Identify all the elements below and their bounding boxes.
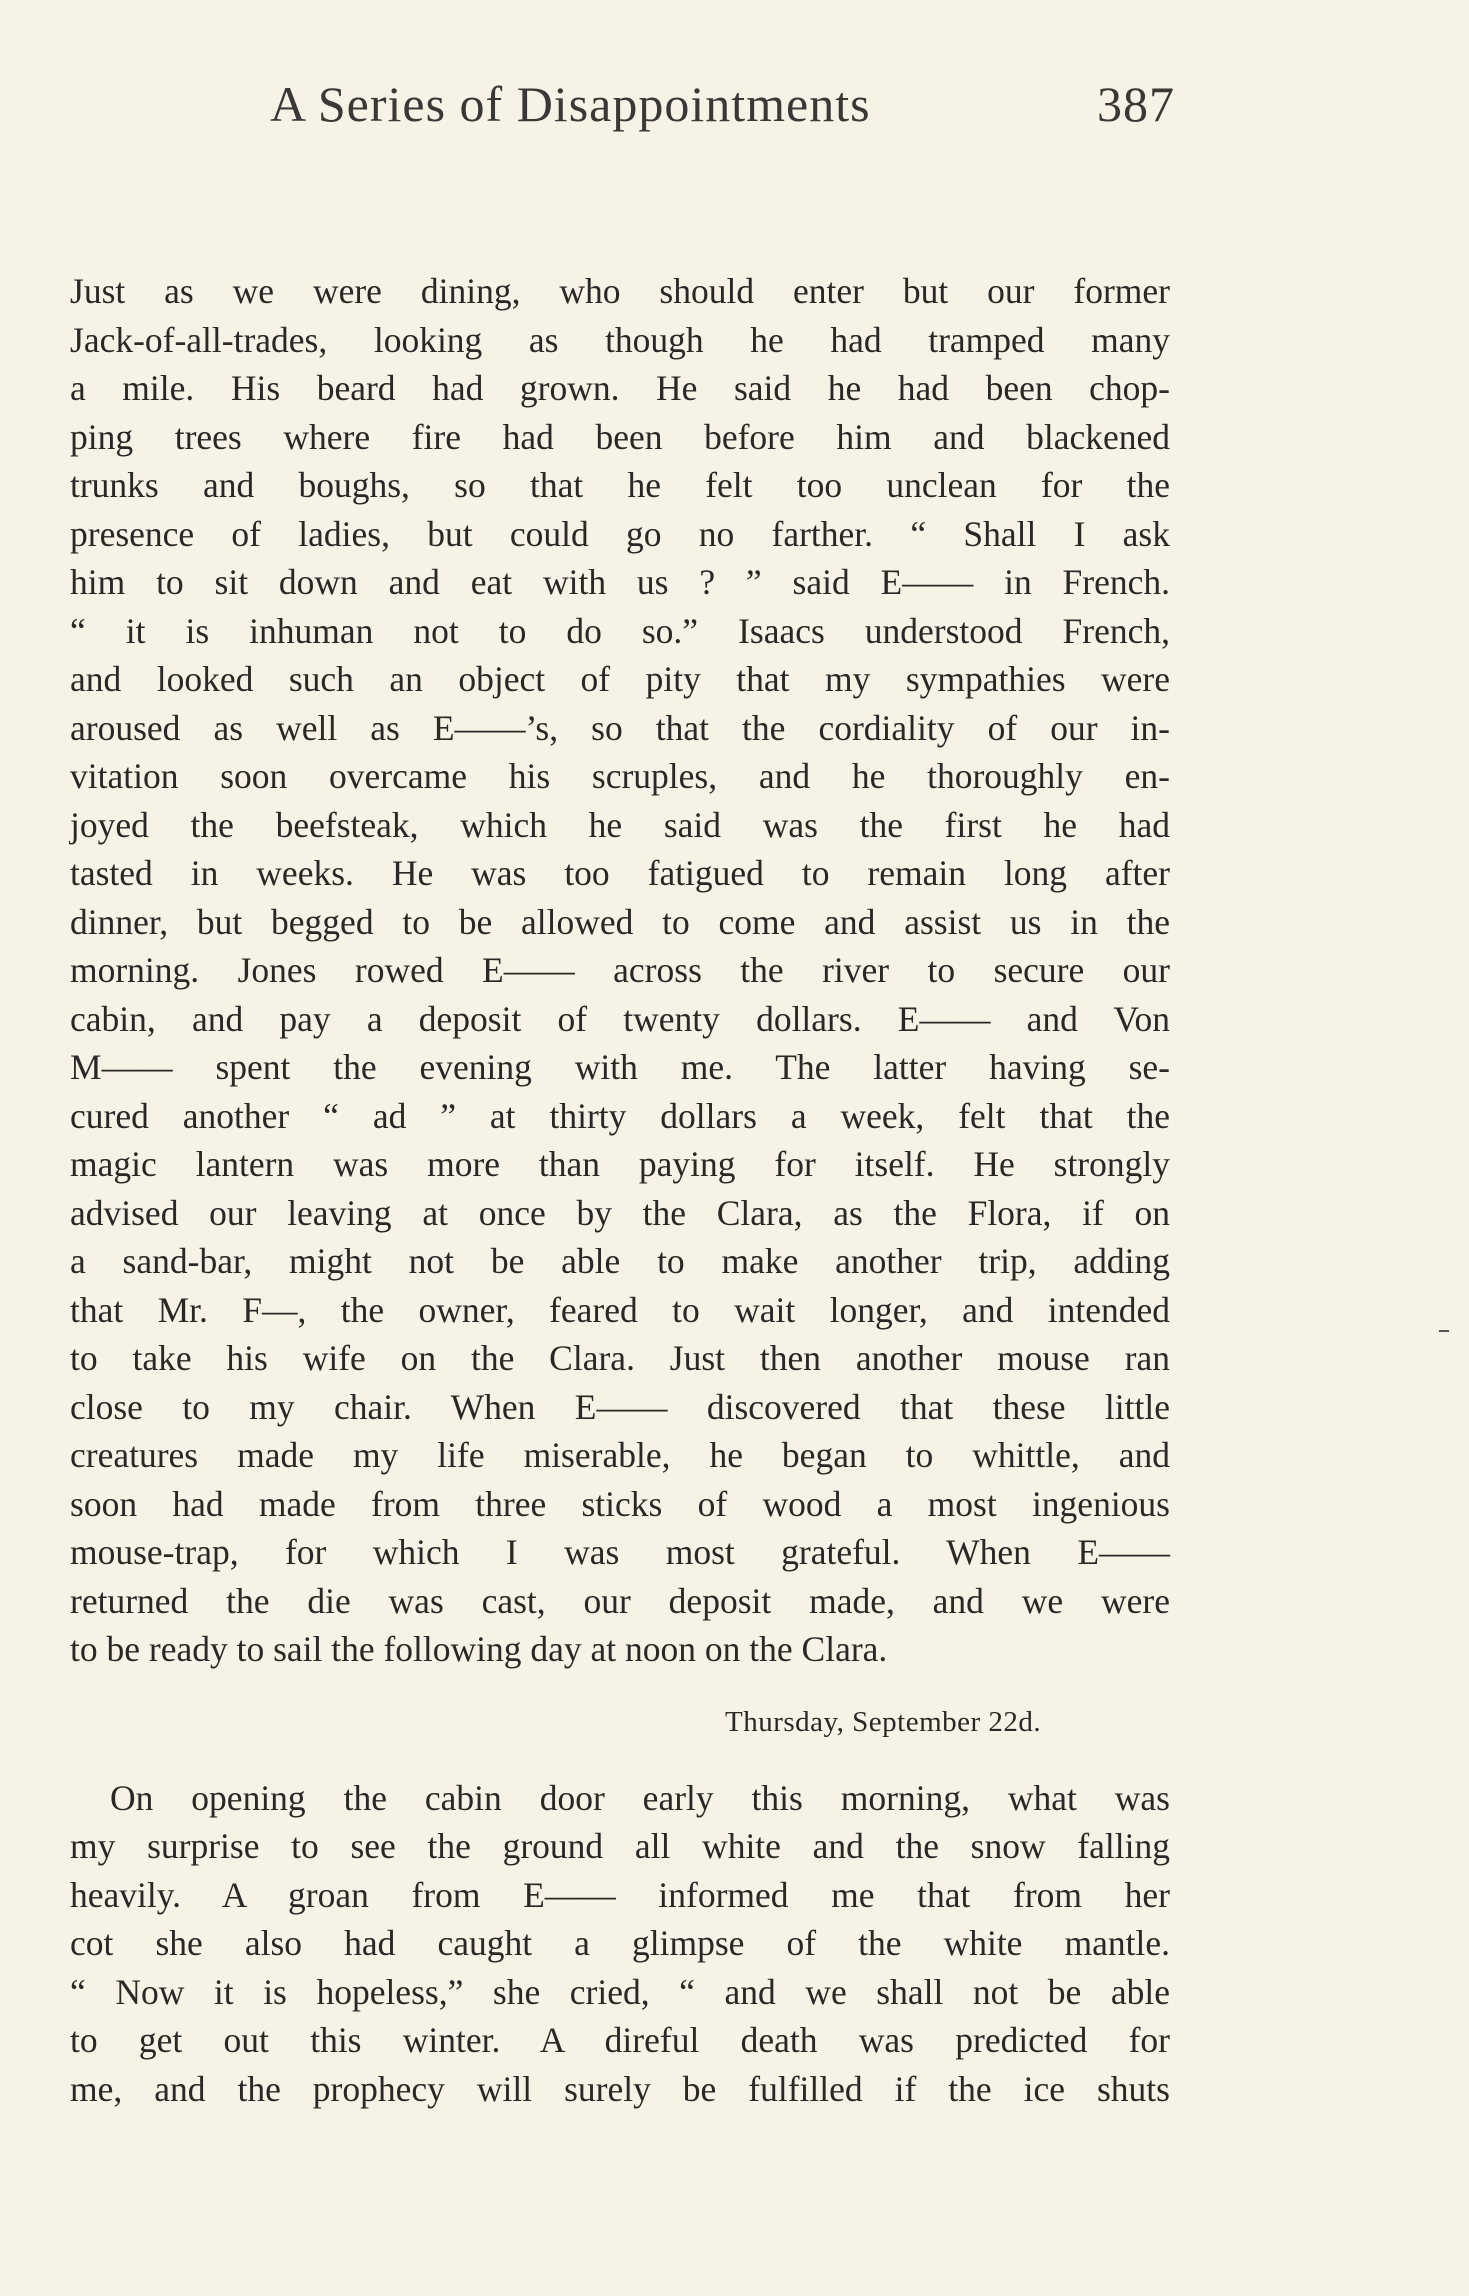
text-line: and looked such an object of pity that my sympathies were: [70, 659, 1170, 699]
margin-mark: [1439, 1330, 1449, 1332]
text-line: to get out this winter. A direful death was predicted for: [70, 2020, 1170, 2060]
text-line: to be ready to sail the following day at noon on the Clara.: [70, 1629, 888, 1669]
text-line: a mile. His beard had grown. He said he had been chop-: [70, 368, 1170, 408]
text-line: creatures made my life miserable, he began to whittle, and: [70, 1435, 1170, 1475]
text-line: that Mr. F—, the owner, feared to wait longer, and intended: [70, 1289, 1170, 1330]
page-number: 387: [1097, 76, 1175, 132]
text-line: tasted in weeks. He was too fatigued to remain long after: [70, 853, 1170, 893]
text-line: magic lantern was more than paying for itself. He strongly: [70, 1144, 1170, 1184]
paragraph-1: [70, 267, 1170, 1674]
text-line: M—— spent the evening with me. The latter having se-: [70, 1047, 1170, 1087]
text-line: Jack-of-all-trades, looking as though he had tramped many: [70, 319, 1170, 360]
text-line: “ it is inhuman not to do so.” Isaacs understood French,: [70, 610, 1170, 651]
book-page: [70, 75, 1175, 2113]
text-line: a sand-bar, might not be able to make another trip, adding: [70, 1241, 1170, 1281]
paragraph-2: [70, 1774, 1170, 2114]
text-line: mouse-trap, for which I was most grateful. When E——: [70, 1532, 1170, 1572]
text-line: advised our leaving at once by the Clara, as the Flora, if on: [70, 1192, 1170, 1233]
text-line: joyed the beefsteak, which he said was the first he had: [70, 804, 1170, 845]
text-line: On opening the cabin door early this morning, what was: [110, 1777, 1170, 1818]
text-line: “ Now it is hopeless,” she cried, “ and we shall not be able: [70, 1971, 1170, 2012]
entry-dateline: Thursday, September 22d.: [725, 1705, 1042, 1738]
text-line: cabin, and pay a deposit of twenty dollars. E—— and Von: [70, 998, 1170, 1039]
text-line: to take his wife on the Clara. Just then another mouse ran: [70, 1338, 1170, 1378]
text-line: presence of ladies, but could go no farther. “ Shall I ask: [70, 513, 1170, 554]
text-line: soon had made from three sticks of wood a most ingenious: [70, 1483, 1170, 1524]
text-line: him to sit down and eat with us ? ” said E—— in French.: [70, 562, 1170, 602]
text-line: returned the die was cast, our deposit made, and we were: [70, 1580, 1170, 1621]
text-line: cot she also had caught a glimpse of the white mantle.: [70, 1923, 1170, 1963]
text-line: vitation soon overcame his scruples, and he thoroughly en-: [70, 756, 1170, 796]
text-line: ping trees where fire had been before him and blackened: [70, 416, 1170, 457]
text-line: morning. Jones rowed E—— across the river to secure our: [70, 950, 1170, 990]
text-line: aroused as well as E——’s, so that the cordiality of our in-: [70, 707, 1170, 748]
text-line: Just as we were dining, who should enter but our former: [70, 271, 1170, 311]
text-line: close to my chair. When E—— discovered that these little: [70, 1386, 1170, 1427]
text-line: my surprise to see the ground all white and the snow falling: [70, 1826, 1170, 1866]
text-line: cured another “ ad ” at thirty dollars a week, felt that the: [70, 1095, 1170, 1136]
running-title: A Series of Disappointments: [270, 76, 871, 132]
text-line: dinner, but begged to be allowed to come and assist us in the: [70, 901, 1170, 942]
running-head: [70, 75, 1175, 155]
text-line: trunks and boughs, so that he felt too unclean for the: [70, 465, 1170, 505]
text-line: heavily. A groan from E—— informed me that from her: [70, 1874, 1170, 1915]
text-line: me, and the prophecy will surely be fulfilled if the ice shuts: [70, 2068, 1170, 2109]
